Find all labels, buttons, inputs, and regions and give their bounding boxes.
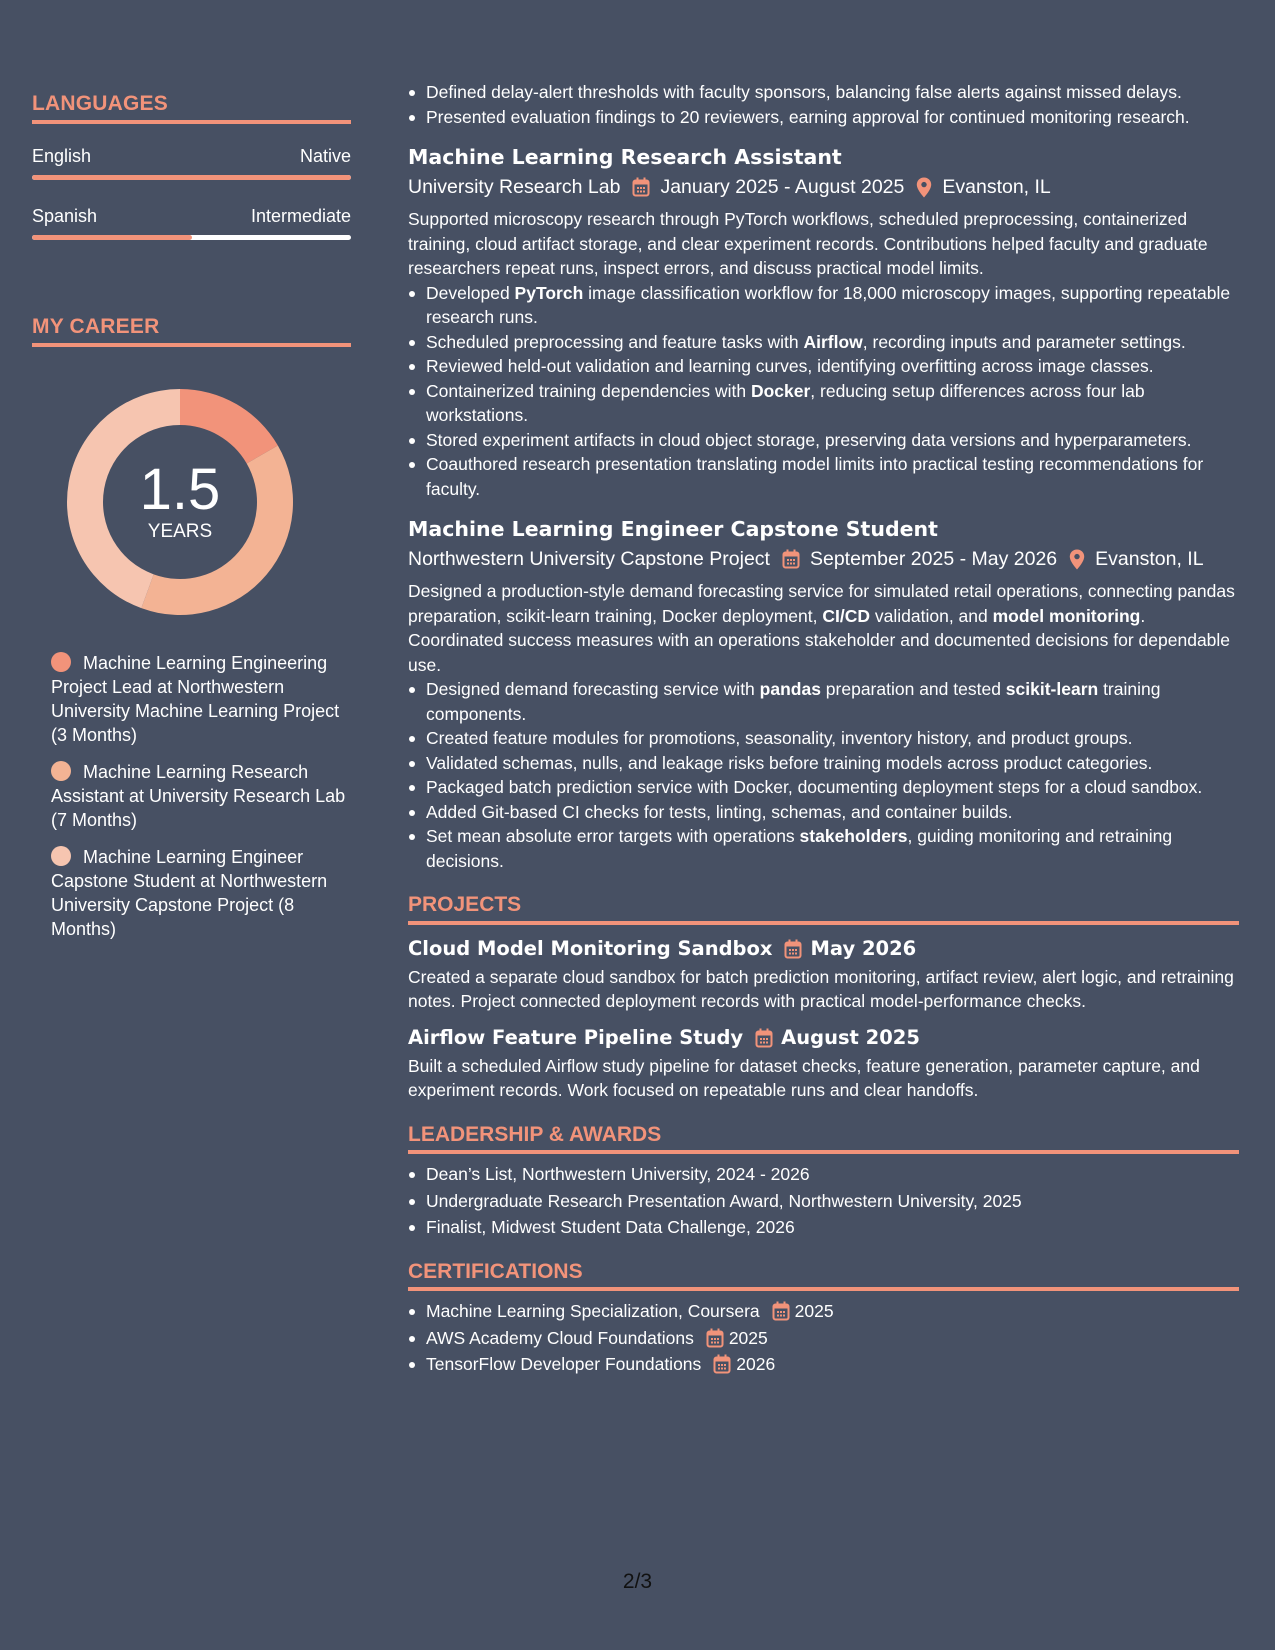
job-title: Machine Learning Engineer Capstone Student: [408, 517, 938, 541]
calendar-icon: [772, 1301, 790, 1321]
job-bullet: [408, 726, 1239, 751]
keyword-highlight: pandas: [759, 679, 821, 699]
career-title: MY CAREER: [32, 315, 351, 347]
job-dates: January 2025 - August 2025: [660, 176, 905, 198]
text-run: preparation and tested: [820, 679, 1006, 699]
language-level: Intermediate: [250, 206, 351, 226]
text-run: Developed: [426, 282, 515, 303]
career-legend-label: Machine Learning Engineering Project Lead at Northwestern University Machine Learning Project (3 Months): [51, 653, 340, 745]
award-item: Finalist, Midwest Student Data Challenge, 2026: [408, 1215, 1239, 1240]
keyword-highlight: Docker: [750, 380, 811, 401]
legend-dot: [51, 652, 71, 672]
main-content: [408, 80, 1239, 1377]
language-row: [32, 146, 351, 167]
calendar-icon: [755, 1028, 773, 1048]
certification-item: [408, 1352, 1239, 1377]
certification-row: [426, 1299, 1239, 1324]
project-entry: [408, 1024, 1239, 1103]
text-run: , guiding monitoring and retraining decisions.: [426, 826, 1173, 871]
text-run: Validated schemas, nulls, and leakage risks before training models across product categories.: [426, 752, 1153, 773]
text-run: Packaged batch prediction service with Docker, documenting deployment steps for a cloud sandbox.: [426, 777, 1203, 797]
text-run: training components.: [426, 679, 1161, 724]
job-bullet: [408, 751, 1239, 776]
language-name: Spanish: [32, 206, 98, 226]
certifications-section: [408, 1260, 1239, 1377]
keyword-highlight: scikit-learn: [1005, 679, 1099, 699]
award-item: Dean’s List, Northwestern University, 2024 - 2026: [408, 1162, 1239, 1187]
job-title: Machine Learning Research Assistant: [408, 145, 842, 169]
language-proficiency-bar: [32, 175, 351, 180]
job-bullet: [408, 330, 1239, 355]
award-item: Undergraduate Research Presentation Award, Northwestern University, 2025: [408, 1189, 1239, 1214]
certification-year: 2025: [728, 1327, 768, 1348]
project-entry: [408, 935, 1239, 1014]
calendar-icon: [632, 177, 650, 197]
job-description: [408, 207, 1239, 281]
project-date: May 2026: [810, 936, 917, 960]
legend-dot: [51, 846, 71, 866]
project-header: [408, 935, 1239, 963]
job-bullet: [408, 775, 1239, 800]
donut-center: [65, 387, 295, 617]
job-bullets: [408, 677, 1239, 873]
job-organization: Northwestern University Capstone Project: [408, 548, 770, 570]
keyword-highlight: CI/CD: [822, 605, 871, 626]
text-run: Designed demand forecasting service with: [426, 679, 760, 699]
leadership-section: [408, 1123, 1239, 1240]
career-donut-chart: [65, 387, 295, 617]
job-location: Evanston, IL: [942, 176, 1051, 198]
text-run: , reducing setup differences across four lab workstations.: [426, 380, 1145, 425]
certification-item: [408, 1299, 1239, 1324]
job-location: Evanston, IL: [1095, 548, 1204, 570]
project-header: [408, 1024, 1239, 1052]
languages-section: [32, 92, 351, 240]
text-run: Designed a production-style demand forecasting service for simulated retail operations, connecting pandas preparation, scikit-learn training, Docker deployment,: [408, 581, 1235, 626]
job-organization: University Research Lab: [408, 176, 621, 198]
career-legend-item: [51, 760, 351, 832]
legend-dot: [51, 761, 71, 781]
job-bullet: [408, 677, 1239, 726]
certifications-title: CERTIFICATIONS: [408, 1260, 1239, 1292]
text-run: Supported microscopy research through PyTorch workflows, scheduled preprocessing, containerized training, cloud artifact storage, and clear experiment records. Contributions helped faculty and graduate researchers repeat runs, inspect errors, and discuss practical model limits.: [408, 209, 1208, 278]
career-total-years: 1.5: [139, 457, 221, 522]
text-run: Added Git-based CI checks for tests, linting, schemas, and container builds.: [426, 801, 1013, 822]
languages-title: LANGUAGES: [32, 92, 351, 124]
calendar-icon: [706, 1328, 724, 1348]
certification-name: AWS Academy Cloud Foundations: [426, 1327, 694, 1348]
text-run: image classification workflow for 18,000 microscopy images, supporting repeatable research runs.: [426, 282, 1231, 327]
projects-list: [408, 935, 1239, 1103]
experience-bullet: Presented evaluation findings to 20 reviewers, earning approval for continued monitoring research.: [408, 105, 1239, 130]
language-row: [32, 206, 351, 227]
language-list: [32, 146, 351, 240]
certification-name: TensorFlow Developer Foundations: [426, 1354, 702, 1374]
project-date: August 2025: [781, 1025, 920, 1049]
experience-bullet: Defined delay-alert thresholds with faculty sponsors, balancing false alerts against missed delays.: [408, 80, 1239, 105]
job-meta: [408, 173, 1239, 201]
project-name: Cloud Model Monitoring Sandbox: [408, 936, 773, 960]
language-proficiency-fill: [32, 235, 192, 240]
text-run: Set mean absolute error targets with operations: [426, 826, 800, 846]
career-legend: [32, 651, 351, 941]
page-number: 2/3: [622, 1570, 653, 1593]
project-name: Airflow Feature Pipeline Study: [408, 1025, 744, 1049]
calendar-icon: [713, 1354, 731, 1374]
text-run: Containerized training dependencies with: [426, 380, 751, 401]
job-bullet: [408, 379, 1239, 428]
map-pin-icon: [1069, 549, 1085, 570]
career-section: [32, 315, 351, 941]
job-bullet: [408, 354, 1239, 379]
text-run: Coauthored research presentation translating model limits into practical testing recommendations for faculty.: [426, 454, 1204, 499]
certification-row: [426, 1326, 1239, 1351]
career-total-unit: YEARS: [147, 521, 213, 542]
experience-list: [408, 143, 1239, 873]
career-legend-item: [51, 845, 351, 941]
sidebar: [32, 92, 351, 954]
language-level: Native: [299, 146, 351, 166]
language-name: English: [32, 146, 92, 166]
text-run: Scheduled preprocessing and feature tasks with: [426, 331, 804, 352]
projects-section: [408, 893, 1239, 1103]
career-legend-label: Machine Learning Research Assistant at University Research Lab (7 Months): [51, 762, 346, 830]
calendar-icon: [784, 939, 802, 959]
job-description: [408, 579, 1239, 677]
keyword-highlight: stakeholders: [799, 826, 908, 846]
certification-row: [426, 1352, 1239, 1377]
job-bullet: [408, 452, 1239, 501]
text-run: . Coordinated success measures with an operations stakeholder and documented decisions for dependable use.: [408, 605, 1231, 675]
job-dates: September 2025 - May 2026: [809, 548, 1058, 570]
certification-year: 2025: [794, 1301, 834, 1321]
text-run: Created feature modules for promotions, seasonality, inventory history, and product groups.: [426, 728, 1133, 748]
job-bullet: [408, 824, 1239, 873]
career-legend-item: [51, 651, 351, 747]
project-description: Created a separate cloud sandbox for batch prediction monitoring, artifact review, alert logic, and retraining notes. Project connected deployment records with practical model-performance checks.: [408, 966, 1234, 1011]
job-entry: [408, 143, 1239, 501]
job-bullet: [408, 800, 1239, 825]
job-entry: [408, 515, 1239, 873]
language-item: [32, 206, 351, 240]
text-run: , recording inputs and parameter settings.: [862, 331, 1186, 352]
text-run: Stored experiment artifacts in cloud object storage, preserving data versions and hyperparameters.: [426, 429, 1192, 450]
certification-name: Machine Learning Specialization, Coursera: [426, 1301, 760, 1321]
experience-continued-bullets: [408, 80, 1239, 129]
job-bullets: [408, 281, 1239, 502]
project-description: Built a scheduled Airflow study pipeline for dataset checks, feature generation, parameter capture, and experiment records. Work focused on repeatable runs and clear handoffs.: [408, 1055, 1200, 1100]
certification-year: 2026: [736, 1354, 776, 1374]
leadership-title: LEADERSHIP & AWARDS: [408, 1123, 1239, 1155]
language-proficiency-fill: [32, 175, 351, 180]
job-bullet: [408, 281, 1239, 330]
language-proficiency-bar: [32, 235, 351, 240]
career-legend-label: Machine Learning Engineer Capstone Student at Northwestern University Capstone Project (8 Months): [51, 847, 328, 939]
keyword-highlight: model monitoring: [992, 605, 1141, 626]
map-pin-icon: [916, 177, 932, 198]
text-run: validation, and: [870, 605, 993, 626]
leadership-list: [408, 1162, 1239, 1240]
certifications-list: [408, 1299, 1239, 1377]
language-item: [32, 146, 351, 180]
keyword-highlight: PyTorch: [514, 282, 584, 303]
keyword-highlight: Airflow: [803, 331, 863, 352]
calendar-icon: [782, 549, 800, 569]
text-run: Reviewed held-out validation and learning curves, identifying overfitting across image classes.: [426, 356, 1154, 376]
projects-title: PROJECTS: [408, 893, 1239, 925]
job-meta: [408, 545, 1239, 573]
certification-item: [408, 1326, 1239, 1351]
job-bullet: [408, 428, 1239, 453]
